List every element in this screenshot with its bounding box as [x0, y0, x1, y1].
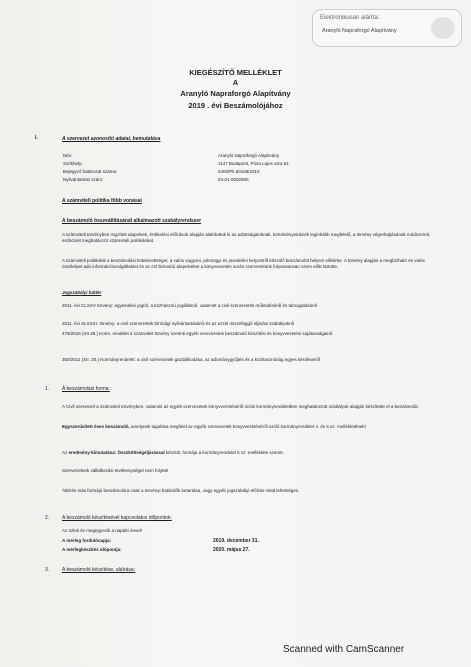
label-nyilvantartasi: Nyilvántartási szám:: [63, 177, 104, 182]
form-heading: A beszámolási forma:: [62, 386, 110, 392]
date-value-balance: 2019. december 31.: [213, 538, 259, 544]
label-bejegyzo: Bejegyző határozat száma:: [63, 169, 118, 174]
value-bejegyzo: 0400/Pk.60106/2010: [218, 169, 260, 174]
scanner-watermark: Scanned with CamScanner: [283, 644, 405, 655]
section-number: 1.: [45, 386, 50, 392]
date-value-preparation: 2020. május 27.: [213, 547, 250, 553]
doc-title-a: A: [232, 78, 239, 87]
e-signature-badge[interactable]: [312, 9, 462, 47]
section-heading-identification: A szervezet azonosító adatai, bemutatása: [62, 136, 161, 142]
form-paragraph-5: Áttérés más formájú beszámolóra csak a törvényi határidők betartása, vagy egyéb jogszabályi előírás miatt lehetséges.: [62, 488, 300, 493]
dates-heading: A beszámoló készítésével kapcsolatos időpontok:: [62, 515, 172, 521]
doc-subtitle: 2019 . évi Beszámolójához: [188, 101, 283, 110]
section-number: 3.: [45, 567, 50, 573]
legal-heading: Jogszabályi háttér: [62, 290, 102, 295]
form-p3-pre: Az: [62, 450, 69, 455]
value-szekhely: 1147 Budapest, Pósa Lajos utca 61.: [218, 161, 290, 166]
form-paragraph-2: [62, 424, 430, 430]
legal-item-1: 2011. évi CLXXV törvény: egyesülési jogról, a közhasznú jogállásról, valamint a civil szervezetek működéséről és támogatásáról: [62, 303, 318, 308]
policy-paragraph-2: A számviteli politikánk a beszámolási kötelezettséget, a valós vagyoni, pénzügyi és jövedelmi helyzetről készülő beszámolót helyezi előtérbe. A törvény alapján a megbízható és valós összképet adó információszolgáltatást és az ezt biztosító alapelveket a könyvvezetés során szervezetünk folyamatosan szem előtt tartotte.: [62, 258, 425, 269]
form-paragraph-4: Szervezetünk vállalkozási tevékenységet nem folytat!: [62, 468, 169, 473]
policy-paragraph-1: A számviteli törvényben rögzített alapelvek, értékelési előírások alapján alakítottuk ki az adottságainknak, körülményeinknek leginkább megfelelő, a törvény végrehajtásának módszereit, eszközeit meghatározó számviteli politikánkat.: [62, 232, 431, 243]
form-paragraph-3: [62, 450, 284, 456]
form-type-bold: Egyszerűsített éves beszámoló,: [62, 424, 130, 429]
signature-seal-icon: [431, 17, 455, 39]
label-nev: Név:: [63, 153, 73, 158]
form-paragraph-1: A Civil szervezet a számviteli törvényben, valamint az egyéb szervezetek könyvvezetéséről szóló kormányrendeletben meghatározott szabályok alapján készítette el a beszámolót.: [62, 404, 419, 409]
form-p3-rest: készült, formája a kormányrendelet 5 sz. melléklete szerint.: [164, 450, 284, 455]
section-number: I.: [35, 135, 38, 141]
legal-item-2: 2011. évi XLXXXI. törvény: a civil szervezetek bírósági nyilvántartásáról és az ezzel összefüggő eljárási szabályokról: [62, 321, 295, 326]
date-label-preparation: A mérlegkészítés időpontja:: [62, 547, 122, 552]
legal-item-3: 479/2016 (XII.28.) Korm. rendelet a számviteli törvény szerinti egyéb szervezetek beszámoló készítési és könyvvezetési sajátosságairól: [62, 331, 333, 336]
doc-org-name: Aranyló Napraforgó Alapítvány: [180, 89, 291, 98]
label-szekhely: Székhely:: [63, 161, 83, 166]
section-number: 2.: [45, 515, 50, 521]
value-nev: Aranyló Napraforgó Alapítvány: [218, 153, 280, 158]
sign-heading: A beszámoló készítése, aláírása:: [62, 567, 136, 573]
legal-item-4: 350/2011 (XII. 30.) Kormányrendelet: a civil szervezetek gazdálkodása, az adománygyűjtés és a közhasznúság egyes kérdéseiről: [62, 357, 321, 362]
doc-title: KIEGÉSZÍTŐ MELLÉKLET: [189, 68, 282, 77]
form-type-rest: amelynek tagolása megfelel az egyéb szervezetek könyvvezetéséről szóló kormányrendelet 4. és 5 sz. mellékletének!: [129, 424, 366, 429]
policy-heading: A számviteli politika főbb vonásai: [62, 198, 142, 204]
policy-subheading: A beszámoló összeállításánál alkalmazott szabályrendszer: [62, 218, 202, 224]
form-p3-bold: Összköltségeljárással: [116, 450, 165, 455]
form-p3-label: eredmény-kimutatása:: [68, 450, 117, 455]
value-nyilvantartasi: 04-01-0002580: [218, 177, 249, 182]
date-label-balance: A mérleg fordulónapja:: [62, 538, 112, 543]
signature-title: Elektronikusan aláírta:: [320, 15, 380, 21]
signature-signer-name: Aranyló Napraforgó Alapítvány: [322, 28, 397, 34]
dates-note: Az üzleti év megegyezik a naptári évvel!: [62, 528, 143, 533]
